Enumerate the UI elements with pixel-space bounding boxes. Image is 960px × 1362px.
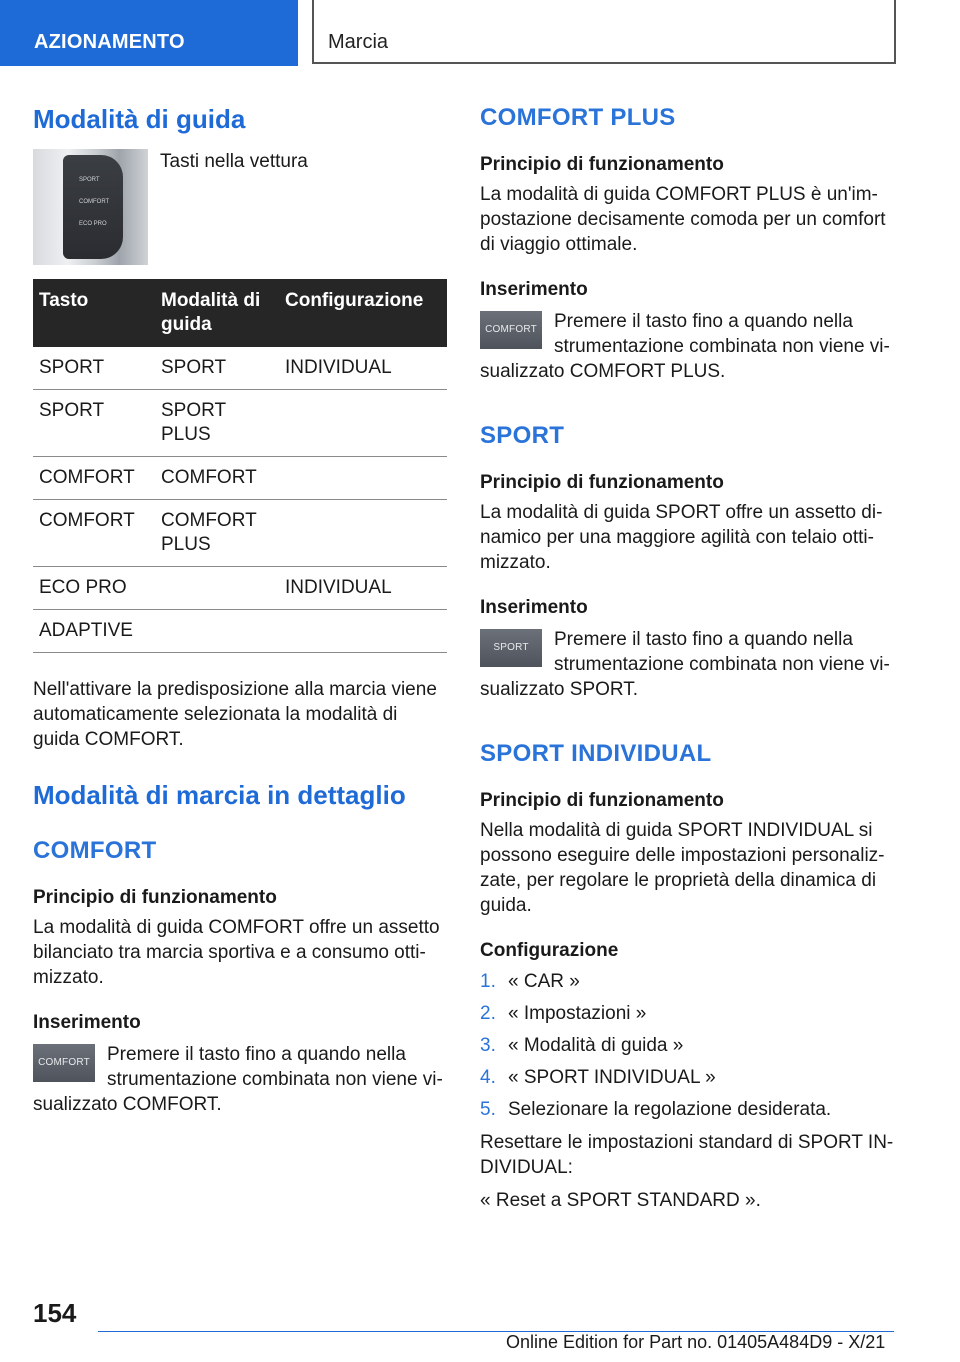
comfort-plus-insert-block	[480, 309, 894, 384]
right-column	[480, 98, 894, 1213]
photo-label-comfort: COMFORT	[79, 199, 110, 205]
button-panel	[63, 155, 123, 259]
table-cell: SPORT	[33, 390, 155, 457]
comfort-principle-text: La modalità di guida COMFORT offre un assetto bilanciato tra marcia sportiva e a consumo otti-mizzato.	[33, 917, 440, 988]
step-text: « Modalità di guida »	[508, 1035, 684, 1056]
car-buttons-photo	[33, 149, 148, 265]
comfort-insert-text: Premere il tasto fino a quando nella strumentazione combinata non viene vi-sualizzato COMFORT.	[33, 1044, 443, 1115]
sport-principle-text: La modalità di guida SPORT offre un assetto di-namico per una maggiore agilità con telaio otti-mizzato.	[480, 502, 883, 573]
table-cell: SPORT PLUS	[155, 390, 279, 457]
reset-text: Resettare le impostazioni standard di SPORT IN-DIVIDUAL:	[480, 1132, 894, 1178]
comfort-principle-heading: Principio di funzionamento	[33, 887, 277, 908]
sport-title: SPORT	[480, 422, 565, 449]
comfort-title: COMFORT	[33, 837, 157, 864]
table-cell: SPORT	[33, 347, 155, 390]
reset-action: « Reset a SPORT STANDARD ».	[480, 1190, 761, 1211]
table-cell	[279, 390, 447, 457]
comfort-insert-heading: Inserimento	[33, 1012, 141, 1033]
section-tab: AZIONAMENTO	[0, 0, 298, 66]
table-header-row	[33, 279, 447, 347]
figure-caption: Tasti nella vettura	[160, 151, 308, 172]
table-cell: COMFORT PLUS	[155, 500, 279, 567]
step-text: « CAR »	[508, 971, 580, 992]
comfort-plus-principle-heading: Principio di funzionamento	[480, 154, 724, 175]
table-row	[33, 500, 447, 567]
comfort-button-icon: COMFORT	[33, 1044, 95, 1082]
list-item	[480, 1030, 894, 1062]
table-cell: ADAPTIVE	[33, 610, 155, 653]
comfort-plus-insert-text: Premere il tasto fino a quando nella strumentazione combinata non viene vi-sualizzato COMFORT PLUS.	[480, 311, 890, 382]
table-cell: SPORT	[155, 347, 279, 390]
table-cell: COMFORT	[155, 457, 279, 500]
sport-individual-principle-text: Nella modalità di guida SPORT INDIVIDUAL si possono eseguire delle impostazioni personaliz-zate, per regolare le proprietà della dinamica di guida.	[480, 820, 885, 916]
comfort-plus-title: COMFORT PLUS	[480, 104, 676, 131]
activation-note: Nell'attivare la predisposizione alla marcia viene automaticamente selezionata la modalità di guida COMFORT.	[33, 679, 437, 750]
column-header: Modalità di guida	[155, 279, 279, 347]
modes-table	[33, 279, 447, 653]
sport-insert-block	[480, 627, 894, 702]
step-number: 3.	[480, 1035, 496, 1056]
column-header: Configurazione	[279, 279, 447, 347]
config-heading: Configurazione	[480, 940, 619, 961]
list-item	[480, 966, 894, 998]
table-row	[33, 567, 447, 610]
table-cell: COMFORT	[33, 500, 155, 567]
step-number: 4.	[480, 1067, 496, 1088]
table-cell	[155, 567, 279, 610]
photo-label-ecopro: ECO PRO	[79, 221, 107, 227]
detail-title: Modalità di marcia in dettaglio	[33, 780, 406, 810]
sport-individual-principle-heading: Principio di funzionamento	[480, 790, 724, 811]
step-text: « Impostazioni »	[508, 1003, 647, 1024]
step-number: 2.	[480, 1003, 496, 1024]
table-cell	[279, 457, 447, 500]
sport-individual-title: SPORT INDIVIDUAL	[480, 740, 712, 767]
section-title: Modalità di guida	[33, 104, 246, 134]
topic-tab: Marcia	[312, 0, 896, 64]
comfort-plus-principle-text: La modalità di guida COMFORT PLUS è un'im-postazione decisamente comoda per un comfort di viaggio ottimale.	[480, 184, 886, 255]
left-column	[33, 98, 447, 1117]
table-cell: INDIVIDUAL	[279, 347, 447, 390]
sport-principle-heading: Principio di funzionamento	[480, 472, 724, 493]
table-row	[33, 610, 447, 653]
table-cell	[279, 610, 447, 653]
step-number: 1.	[480, 971, 496, 992]
sport-insert-heading: Inserimento	[480, 597, 588, 618]
sport-button-icon: SPORT	[480, 629, 542, 667]
car-buttons-figure	[33, 149, 447, 267]
table-row	[33, 457, 447, 500]
table-cell	[279, 500, 447, 567]
comfort-button-icon: COMFORT	[480, 311, 542, 349]
column-header: Tasto	[33, 279, 155, 347]
table-cell	[155, 610, 279, 653]
table-row	[33, 390, 447, 457]
comfort-insert-block	[33, 1042, 447, 1117]
photo-label-sport: SPORT	[79, 177, 100, 183]
table-row	[33, 347, 447, 390]
config-steps	[480, 966, 894, 1126]
page-header	[0, 0, 960, 66]
edition-text: Online Edition for Part no. 01405A484D9 - X/21	[506, 1332, 886, 1352]
step-text: Selezionare la regolazione desiderata.	[508, 1099, 832, 1120]
list-item	[480, 1062, 894, 1094]
comfort-plus-insert-heading: Inserimento	[480, 279, 588, 300]
table-cell: ECO PRO	[33, 567, 155, 610]
table-cell: INDIVIDUAL	[279, 567, 447, 610]
table-cell: COMFORT	[33, 457, 155, 500]
list-item	[480, 1094, 894, 1126]
sport-insert-text: Premere il tasto fino a quando nella strumentazione combinata non viene vi-sualizzato SPORT.	[480, 629, 890, 700]
step-text: « SPORT INDIVIDUAL »	[508, 1067, 716, 1088]
list-item	[480, 998, 894, 1030]
step-number: 5.	[480, 1099, 496, 1120]
page-number: 154	[33, 1298, 77, 1328]
